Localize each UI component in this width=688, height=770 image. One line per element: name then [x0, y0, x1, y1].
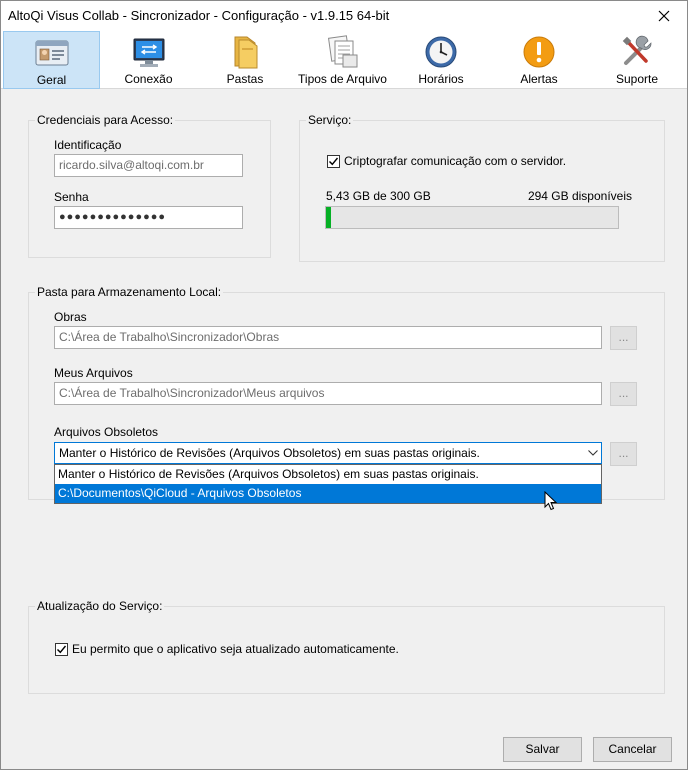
tab-alertas-label: Alertas	[520, 72, 558, 86]
close-button[interactable]	[641, 1, 687, 31]
senha-field[interactable]: ●●●●●●●●●●●●●●	[54, 206, 243, 229]
tab-pastas[interactable]	[196, 31, 294, 89]
meus-arquivos-browse-button[interactable]: ...	[610, 382, 637, 406]
auto-update-label: Eu permito que o aplicativo seja atualizado automaticamente.	[72, 642, 399, 656]
tab-alertas[interactable]	[490, 31, 588, 89]
tab-conexao[interactable]	[101, 31, 196, 89]
clock-icon	[423, 34, 459, 70]
cancel-button[interactable]: Cancelar	[593, 737, 672, 762]
mouse-cursor-icon	[544, 491, 558, 511]
obras-label: Obras	[54, 310, 87, 324]
tab-suporte-label: Suporte	[615, 72, 659, 86]
arquivos-obsoletos-label: Arquivos Obsoletos	[54, 425, 159, 439]
tab-pastas-label: Pastas	[226, 72, 264, 86]
monitor-icon	[131, 34, 167, 70]
tab-conexao-label: Conexão	[124, 72, 173, 86]
documents-icon	[325, 34, 361, 70]
folder-icon	[227, 34, 263, 70]
checkmark-icon	[328, 156, 339, 167]
arquivos-obsoletos-dropdown-list	[54, 464, 602, 504]
dropdown-option-selected[interactable]: C:\Documentos\QiCloud - Arquivos Obsoletos	[55, 484, 601, 503]
storage-progress-fill	[326, 207, 331, 228]
tab-horarios-label: Horários	[418, 72, 464, 86]
dropdown-option[interactable]: Manter o Histórico de Revisões (Arquivos Obsoletos) em suas pastas originais.	[58, 467, 479, 481]
arquivos-obsoletos-selected-value: Manter o Histórico de Revisões (Arquivos Obsoletos) em suas pastas originais.	[59, 446, 480, 460]
identificacao-label: Identificação	[54, 138, 122, 152]
obras-path-field[interactable]: C:\Área de Trabalho\Sincronizador\Obras	[54, 326, 602, 349]
tab-geral-label: Geral	[36, 73, 67, 87]
senha-label: Senha	[54, 190, 89, 204]
identificacao-field[interactable]: ricardo.silva@altoqi.com.br	[54, 154, 243, 177]
encrypt-checkbox[interactable]	[327, 155, 340, 168]
storage-progress-bar	[325, 206, 619, 229]
servico-group-title: Serviço:	[308, 113, 352, 127]
title-bar	[1, 1, 687, 31]
encrypt-label: Criptografar comunicação com o servidor.	[344, 154, 567, 168]
chevron-down-icon	[588, 450, 598, 456]
toolbar	[1, 31, 687, 89]
dropdown-arrow[interactable]	[583, 443, 601, 463]
credenciais-group-title: Credenciais para Acesso:	[37, 113, 174, 127]
tab-suporte[interactable]	[588, 31, 686, 89]
window-title: AltoQi Visus Collab - Sincronizador - Configuração - v1.9.15 64-bit	[8, 8, 390, 23]
arquivos-obsoletos-select[interactable]	[54, 442, 602, 464]
tools-icon	[619, 34, 655, 70]
storage-available-label: 294 GB disponíveis	[527, 189, 632, 203]
tab-geral[interactable]	[3, 31, 100, 89]
meus-arquivos-path-field[interactable]: C:\Área de Trabalho\Sincronizador\Meus arquivos	[54, 382, 602, 405]
obras-browse-button[interactable]: ...	[610, 326, 637, 350]
id-card-icon	[34, 35, 70, 71]
meus-arquivos-label: Meus Arquivos	[54, 366, 133, 380]
tab-tipos-arquivo[interactable]	[294, 31, 391, 89]
tab-horarios[interactable]	[392, 31, 490, 89]
alert-icon	[521, 34, 557, 70]
pasta-group-title: Pasta para Armazenamento Local:	[37, 285, 222, 299]
auto-update-checkbox[interactable]	[55, 643, 68, 656]
checkmark-icon	[56, 644, 67, 655]
save-button[interactable]: Salvar	[503, 737, 582, 762]
close-icon	[658, 10, 670, 22]
atualizacao-group-title: Atualização do Serviço:	[37, 599, 163, 613]
tab-tipos-arquivo-label: Tipos de Arquivo	[298, 72, 387, 86]
storage-used-label: 5,43 GB de 300 GB	[326, 189, 431, 203]
arquivos-obsoletos-browse-button[interactable]: ...	[610, 442, 637, 466]
